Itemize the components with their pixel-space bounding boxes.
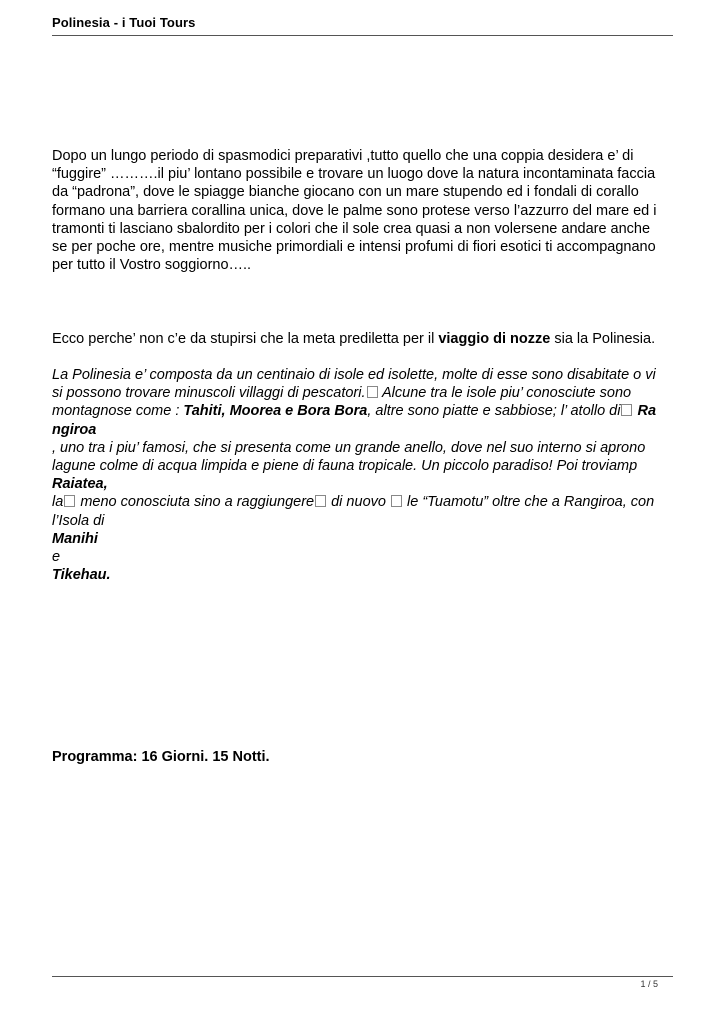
- islands-highlight: Tahiti, Moorea e Bora Bora: [183, 403, 368, 420]
- page-number: 1 / 5: [640, 979, 658, 989]
- intro-line: formano una barriera corallina unica, dove le palme sono protese verso l’azzurro del mare ed i: [52, 202, 657, 219]
- islands-highlight: Tikehau.: [52, 567, 111, 584]
- meta-text-after: sia la Polinesia.: [550, 331, 656, 347]
- islands-line: La Polinesia e’ composta da un centinaio di isole ed isolette, molte di esse sono disabitate o vi: [52, 367, 656, 383]
- islands-text: Alcune tra le isole piu’ conosciute sono: [378, 385, 632, 402]
- islands-line: [52, 402, 677, 420]
- islands-highlight: Ra: [637, 403, 657, 420]
- islands-text: di nuovo: [327, 494, 390, 511]
- islands-text: le “Tuamotu” oltre che a Rangiroa, con: [402, 494, 655, 511]
- intro-line: da “padrona”, dove le spiagge bianche giocano con un mare stupendo ed i fondali di corallo: [52, 184, 639, 201]
- intro-line: Dopo un lungo periodo di spasmodici preparativi ,tutto quello che una coppia desidera e’ di: [52, 148, 634, 164]
- islands-paragraph: [52, 366, 677, 584]
- islands-line: [52, 493, 677, 511]
- intro-line: tramonti ti lasciano sbalordito per i colori che il sole crea quasi a non volersene andare anche: [52, 220, 651, 237]
- islands-line: l’Isola di: [52, 512, 105, 529]
- meta-highlight: viaggio di nozze: [438, 331, 551, 347]
- header-divider: [52, 35, 673, 36]
- missing-glyph-icon: [367, 386, 378, 398]
- missing-glyph-icon: [64, 495, 75, 507]
- islands-highlight: Manihi: [52, 530, 98, 547]
- page-header-title: Polinesia - i Tuoi Tours: [52, 15, 196, 30]
- meta-paragraph: [52, 330, 677, 348]
- missing-glyph-icon: [315, 495, 326, 507]
- intro-line: per tutto il Vostro soggiorno…..: [52, 257, 252, 274]
- islands-highlight: ngiroa: [52, 421, 97, 438]
- islands-highlight: Raiatea,: [52, 476, 108, 493]
- islands-text: la: [52, 494, 64, 511]
- islands-text: montagnose come :: [52, 403, 184, 420]
- meta-text-before: Ecco perche’ non c’e da stupirsi che la meta prediletta per il: [52, 331, 439, 347]
- islands-text: , altre sono piatte e sabbiose; l’ atollo di: [367, 403, 621, 420]
- intro-paragraph: [52, 147, 677, 274]
- islands-text: meno conosciuta sino a raggiungere: [76, 494, 315, 511]
- missing-glyph-icon: [621, 404, 632, 416]
- islands-line: lagune colme di acqua limpida e piene di fauna tropicale. Un piccolo paradiso! Poi troviamp: [52, 458, 638, 475]
- islands-line: , uno tra i piu’ famosi, che si presenta come un grande anello, dove nel suo interno si aprono: [52, 439, 646, 456]
- programma-heading: Programma: 16 Giorni. 15 Notti.: [52, 749, 270, 765]
- intro-line: se per poche ore, mentre musiche primordiali e intensi profumi di fiori esotici ti accompagnano: [52, 239, 656, 256]
- footer-divider: [52, 976, 673, 977]
- islands-line: [52, 384, 677, 402]
- islands-text: si possono trovare minuscoli villaggi di pescatori.: [52, 385, 366, 402]
- missing-glyph-icon: [391, 495, 402, 507]
- islands-line: e: [52, 549, 61, 566]
- intro-line: “fuggire” ……….il piu’ lontano possibile e trovare un luogo dove la natura incontaminata faccia: [52, 166, 656, 183]
